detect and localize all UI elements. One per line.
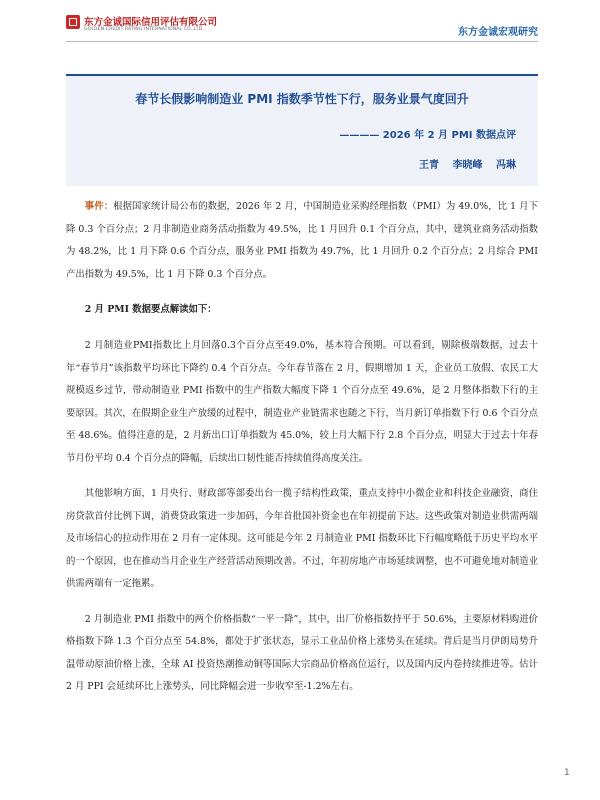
report-title: 春节长假影响制造业 PMI 指数季节性下行，服务业景气度回升 [135, 92, 469, 106]
paragraph-3: 2 月制造业 PMI 指数中的两个价格指数“一平一降”，其中，出厂价格指数持平于 50.6%，主要原材料购进价格指数下降 1.3 个百分点至 54.8%，都处于扩张状态，显示工业品价格上涨势头在延续。背后是当月伊朗局势升温带动原油价格上涨，全球 AI 投资热潮推动铜等国际大宗商品价格高位运行，以及国内反内卷持续推进等。估计 2 月 PPI 会延续环比上涨势头，同比降幅会进一步收窄至-1.2%左右。 [66, 613, 538, 692]
research-brand: 东方金诚宏观研究 [458, 27, 538, 38]
company-name: 东方金诚国际信用评估有限公司 [84, 17, 218, 28]
event-paragraph [66, 196, 538, 286]
page-number: 1 [564, 768, 570, 778]
report-authors: 王青 李晓峰 冯琳 [419, 160, 516, 171]
event-label: 事件： [84, 201, 114, 212]
paragraph-1: 2 月制造业PMI指数比上月回落0.3个百分点至49.0%，基本符合预期。可以看到，剔除极端数据，过去十年“春节月”该指数平均环比下降约 0.4 个百分点。今年春节落在 2 月，假期增加 1 天，企业员工放假、农民工大规模返乡过节，带动制造业 PMI 指数中的生产指数大幅度下降 1 个百分点至 49.6%，是 2 月整体指数下行的主要原因。其次，在假期企业生产放缓的过程中，制造业产业链需求也随之下行，当月新订单指数下行 0.6 个百分点至 48.6%。值得注意的是，2 月新出口订单指数为 45.0%，较上月大幅下行 2.8 个百分点，明显大于过去十年春节月份平均 0.4 个百分点的降幅，后续出口韧性能否持续值得高度关注。 [66, 340, 538, 464]
page-header [0, 0, 600, 44]
report-subtitle: ———— 2026 年 2 月 PMI 数据点评 [339, 130, 516, 141]
header-divider [66, 41, 538, 42]
report-body [66, 196, 538, 712]
company-logo-icon [66, 15, 80, 29]
company-name-en: GOLDEN CREDIT RATING INTERNATIONAL CO.,LTD. [84, 27, 204, 32]
title-box [66, 74, 538, 186]
section-title: 2 月 PMI 数据要点解读如下： [84, 304, 217, 315]
event-text: 根据国家统计局公布的数据，2026 年 2 月，中国制造业采购经理指数（PMI）为 49.0%，比 1 月下降 0.3 个百分点；2 月非制造业商务活动指数为 49.5%，比 1 月回升 0.1 个百分点，其中，建筑业商务活动指数为 48.2%，比 1 月下降 0.6 个百分点，服务业 PMI 指数为 49.7%，比 1 月回升 0.2 个百分点；2 月综合 PMI 产出指数为 49.5%，比 1 月下降 0.3 个百分点。 [66, 201, 538, 280]
paragraph-2: 其他影响方面，1 月央行、财政部等部委出台一揽子结构性政策，重点支持中小微企业和科技企业融资，商住房贷款首付比例下调，消费贷政策进一步加码，今年首批国补资金也在年初提前下达。这些政策对制造业供需两端及市场信心的拉动作用在 2 月有一定体现。这可能是今年 2 月制造业 PMI 指数环比下行幅度略低于历史平均水平的一个原因，也在推动当月企业生产经营活动预期改善。不过，年初房地产市场延续调整，也不可避免地对制造业供需两端有一定拖累。 [66, 488, 538, 589]
